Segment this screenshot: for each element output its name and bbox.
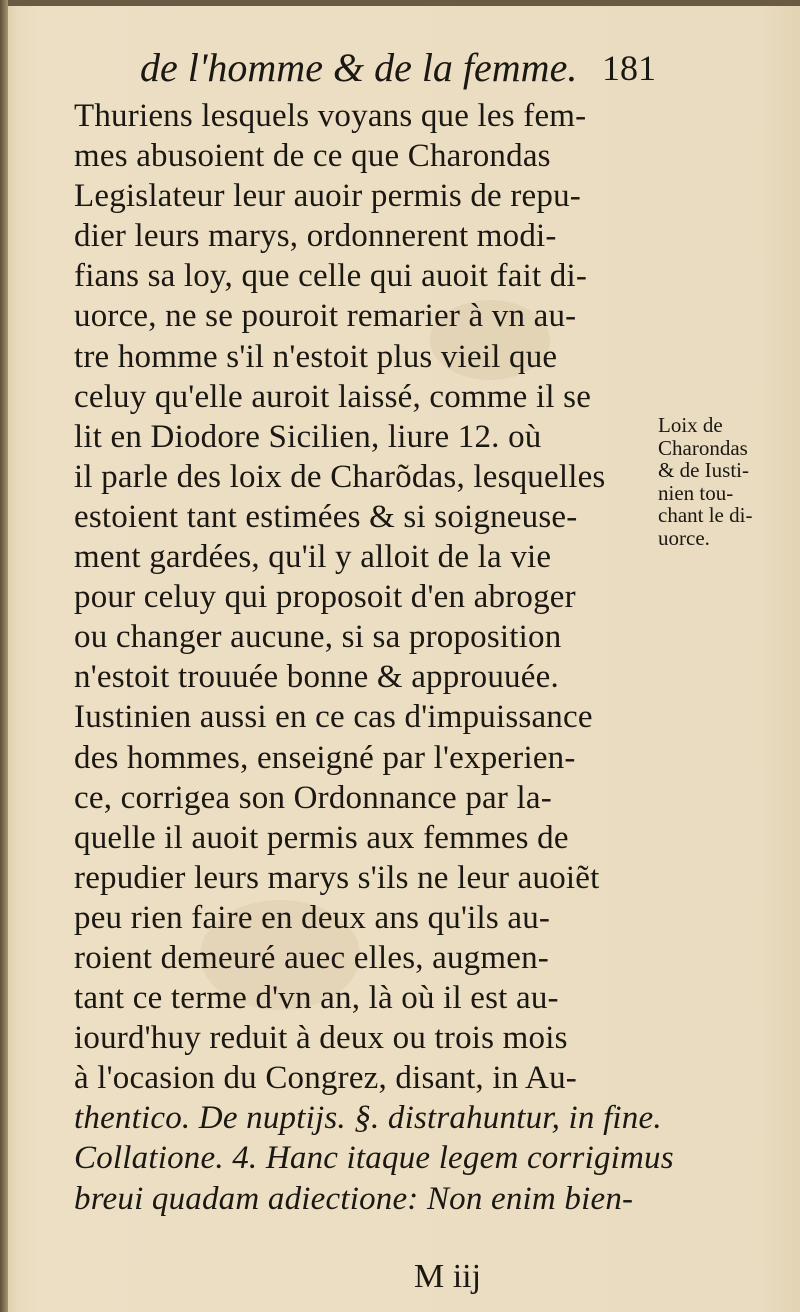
page-binding-edge xyxy=(0,0,8,1312)
text-line: estoient tant estimées & si soigneuse- xyxy=(74,498,578,535)
main-text-block xyxy=(74,96,674,1219)
text-line: lit en Diodore Sicilien, liure 12. où xyxy=(74,418,542,455)
marginal-note xyxy=(658,414,798,549)
text-line: Iustinien aussi en ce cas d'impuissance xyxy=(74,699,593,736)
text-line: repudier leurs marys s'ils ne leur auoiẽt xyxy=(74,859,600,896)
text-line: à l'ocasion du Congrez, disant, in Au- xyxy=(74,1060,577,1097)
text-line: tant ce terme d'vn an, là où il est au- xyxy=(74,980,559,1017)
text-line: celuy qu'elle auroit laissé, comme il se xyxy=(74,378,592,415)
text-line: thentico. De nuptijs. §. distrahuntur, in fine. xyxy=(74,1100,662,1137)
text-line: fians sa loy, que celle qui auoit fait di- xyxy=(74,258,588,295)
text-line: Thuriens lesquels voyans que les fem- xyxy=(74,98,587,134)
text-line: roient demeuré auec elles, augmen- xyxy=(74,939,549,976)
text-line: il parle des loix de Charõdas, lesquelles xyxy=(74,458,606,495)
marginal-note-line: uorce. xyxy=(658,525,710,550)
text-line: pour celuy qui proposoit d'en abroger xyxy=(74,579,576,616)
text-line: n'estoit trouuée bonne & approuuée. xyxy=(74,659,559,696)
text-line: des hommes, enseigné par l'experien- xyxy=(74,739,576,776)
text-line: dier leurs marys, ordonnerent modi- xyxy=(74,218,557,255)
text-line: tre homme s'il n'estoit plus vieil que xyxy=(74,338,558,375)
text-line: ment gardées, qu'il y alloit de la vie xyxy=(74,539,552,576)
page-top-edge xyxy=(0,0,800,6)
text-line: Legislateur leur auoir permis de repu- xyxy=(74,178,581,215)
text-line: ou changer aucune, si sa proposition xyxy=(74,619,562,656)
marginal-note-line: Charondas xyxy=(658,435,748,460)
text-line: quelle il auoit permis aux femmes de xyxy=(74,819,569,856)
text-line: ce, corrigea son Ordonnance par la- xyxy=(74,779,552,816)
marginal-note-line: & de Iusti- xyxy=(658,458,749,482)
text-line: peu rien faire en deux ans qu'ils au- xyxy=(74,899,551,936)
text-line: uorce, ne se pouroit remarier à vn au- xyxy=(74,298,577,335)
running-header xyxy=(140,42,660,94)
marginal-note-line: Loix de xyxy=(658,413,723,437)
text-line: iourd'huy reduit à deux ou trois mois xyxy=(74,1020,568,1057)
signature-mark: M iij xyxy=(414,1258,482,1295)
page-number: 181 xyxy=(602,48,656,88)
marginal-note-line: chant le di- xyxy=(658,503,753,527)
text-line: Collatione. 4. Hanc itaque legem corrigimus xyxy=(74,1140,674,1177)
running-title: de l'homme & de la femme. xyxy=(140,45,578,90)
marginal-note-line: nien tou- xyxy=(658,480,734,505)
text-line: breui quadam adiectione: Non enim bien- xyxy=(74,1180,634,1217)
text-line: mes abusoient de ce que Charondas xyxy=(74,138,551,175)
